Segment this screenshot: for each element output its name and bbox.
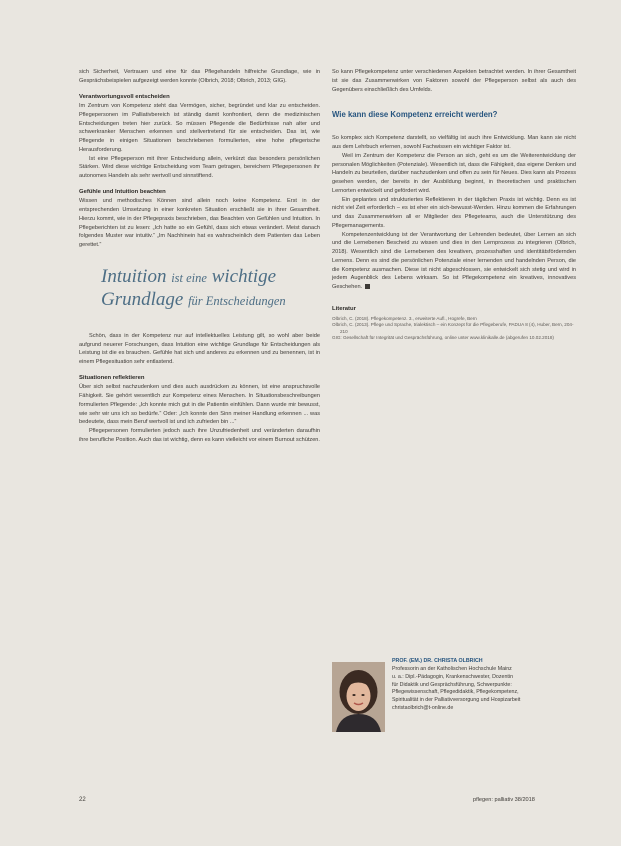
end-of-article-icon [365, 284, 370, 289]
author-portrait-icon [332, 662, 385, 732]
paragraph: So komplex sich Kompetenz darstellt, so vielfältig ist auch ihre Entwicklung. Man kann sie nicht aus dem Lehrbuch erlernen, sowohl Fachwissen ein wichtiger Faktor ist. [332, 135, 576, 150]
left-intro-paragraph: sich Sicherheit, Vertrauen und eine für das Pflegehandeln hilfreiche Grundlage, wie in Gesprächsbeispielen aufgezeigt werden konnte (Olbrich, 2018; Olbrich, 2013; GIG). [79, 69, 320, 84]
pull-quote-word: ist eine [171, 270, 207, 285]
literature-title: Literatur [332, 305, 356, 312]
author-box [332, 658, 580, 738]
section-heading-intuition: Gefühle und Intuition beachten [79, 188, 166, 195]
author-bio [392, 658, 580, 713]
literature-entry: GIG: Gesellschaft für Integrität und Gesprächsführung, online unter www.klinikalle.de (abgerufen 10.02.2018) [332, 335, 554, 341]
page-number: 22 [79, 797, 86, 803]
paragraph: Schön, dass in der Kompetenz nur auf intellektuelles Leistung gilt, so wohl aber beide aufgrund neuerer Forschungen, dass Intuition eine wichtige Grundlage für Entscheidungen als Leistung ist die es brauchen. Gefühle hat sich und anderes zu erkennen und zu benennen, ist in einem Pflegesituation sehr entlastend. [79, 332, 320, 365]
author-bio-line: für Didaktik und Gesprächsführung, Schwerpunkte: [392, 681, 512, 688]
pull-quote [101, 266, 320, 312]
literature-entry: Olbrich, C. (2018). Pflegekompetenz. 3., erweiterte Aufl., Hogrefe, Bern [332, 315, 477, 321]
paragraph: Ist eine Pflegeperson mit ihrer Entscheidung allein, verkürzt das besonders persönlichen Stärken. Wird diese wichtige Entscheidung vom Team getragen, bereichern Pflegepersonen ihr autonomes Handeln als sehr wertvoll und sinnstiftend. [79, 155, 320, 179]
pull-quote-word: für Entscheidungen [188, 293, 286, 308]
paragraph-text: Kompetenzentwicklung ist der Verantwortung der Lehrenden bedeutet, über Lernen an sich und die Lernebenen Bescheid zu wissen und dies in den Lernprozess zu integrieren (Olbrich, 2018). Wesentlich sind die Lernebenen des kreativen, prozesshaften und identitätsfördernden Lernens. Denn es sind die persönlichen Potenziale einer lernenden und handelnden Person, die die Kompetenz ausmachen. Diese ist nicht abgeschlossen, sie entwickelt sich stetig und wird in jedem Augenblick des Lebens wirksam. So ist Pflegekompetenz ein kreatives, innovatives Geschehen. [332, 231, 576, 290]
literature-list [332, 316, 576, 342]
journal-footer: pflegen: palliativ 38/2018 [473, 797, 535, 803]
author-bio-line: Professorin an der Katholischen Hochschule Mainz [392, 665, 512, 672]
section-heading-decide: Verantwortungsvoll entscheiden [79, 93, 170, 100]
right-intro-paragraph: So kann Pflegekompetenz unter verschiedenen Aspekten betrachtet werden. In ihrer Gesamtheit ist sie das Zusammenwirken von Faktoren sowohl der Pflegeperson selbst als auch des Gegenübers einschließlich des Umfelds. [332, 69, 576, 93]
paragraph: Über sich selbst nachzudenken und dies auch ausdrücken zu können, ist eine anspruchsvolle Fähigkeit. Sie gehört wesentlich zur Kompetenz eines Menschen. In Situationsbeschreibungen formulierten Pflegende: „Ich konnte mich gut in die Patientin einfühlen. Dann wurde mir bewusst, wie sehr wir uns ich so bedürfe.“ Oder: „Ich konnte den Sinn meiner Handlung erkennen ... was bedeutete, dass mein Beruf wertvoll ist und ich zufrieden bin ...“ [79, 384, 320, 426]
pull-quote-word: Grundlage [101, 288, 184, 310]
author-bio-line: Pflegewissenschaft, Pflegedidaktik, Pflegekompetenz, [392, 689, 519, 696]
paragraph: Wissen und methodisches Können sind allein noch keine Kompetenz. Erst in der entsprechenden Umsetzung in einer konkreten Situation erschließt sie in ihrer Gesamtheit. Hierzu kommt, wie in der Pflegepraxis beschrieben, das Beachten von Gefühlen und Intuition. In Pflegeberichten ist zu lesen: „Ich hatte so ein Gefühl, dass sich etwas verändert. Meist danach folgendes Muster war intuitiv.“ „Im Nachhinein hat es wahrscheinlich dem Patienten das Leben gerettet.“ [79, 198, 320, 248]
author-bio-line: Spiritualität in der Palliativversorgung und Hospizarbeit [392, 697, 521, 704]
left-column [79, 68, 320, 445]
right-column [332, 68, 576, 342]
paragraph [332, 231, 576, 292]
paragraph: Pflegepersonen formulierten jedoch auch ihre Unzufriedenheit und veränderten daraufhin ihre berufliche Position. Auch das ist wichtig, denn es kann vielleicht vor einem Burnout schützen. [79, 428, 320, 443]
section-heading-how: Wie kann diese Kompetenz erreicht werden? [332, 110, 498, 120]
pull-quote-word: wichtige [211, 265, 277, 287]
author-bio-line: u. a.: Dipl.-Pädagogin, Krankenschwester, Dozentin [392, 673, 514, 680]
section-heading-reflect: Situationen reflektieren [79, 374, 145, 381]
paragraph: Ein geplantes und strukturiertes Reflektieren in der täglichen Praxis ist wichtig. Denn es ist nicht viel Zeit erforderlich – es ist eher ein sich-bewusst-Werden. Hinzu kommen die Erfahrungen und das Zusammenwirken all er Mitglieder des Pflegeteams, auch die Unterstützung des Pflegemanagements. [332, 196, 576, 229]
author-email: christaolbrich@t-online.de [392, 705, 454, 712]
author-name: PROF. (EM.) DR. CHRISTA OLBRICH [392, 658, 483, 664]
literature-entry: Olbrich, C. (2013). Pflege und Sprache, trialektisch – ein Konzept für die Pflegeberufe, PADUA 8 (4), Huber, Bern, 204-210 [332, 322, 574, 334]
paragraph: Im Zentrum von Kompetenz steht das Vermögen, sicher, begründet und klar zu entscheiden. Pflegepersonen im Palliativbereich ist ständig damit konfrontiert, denn die medizinischen Entscheidungen treten hier zurück. So müssen Pflegende die Bedürfnisse nah alter und schwerkranker Menschen erkennen und stellvertretend für sie entscheiden. Das ist, wie Pflegende in einigen Situationen beschriebenen formulierten, eine hohe pflegerische Herausforderung. [79, 103, 320, 153]
author-photo [332, 662, 385, 732]
pull-quote-word: Intuition [101, 265, 167, 287]
paragraph: Weil im Zentrum der Kompetenz die Person an sich, geht es um die Weiterentwicklung der personalen Möglichkeiten (Potenziale). Wesentlich ist, dass die Fähigkeit, das eigene Denken und Handeln zu beurteilen, darüber nachzudenken und offen zu sein für Neues. Dies kann als Prozess gesehen werden, der bereits in der Ausbildung beginnt, in theoretischen und praktischen Lernorten entwickelt und gefördert wird. [332, 152, 576, 194]
